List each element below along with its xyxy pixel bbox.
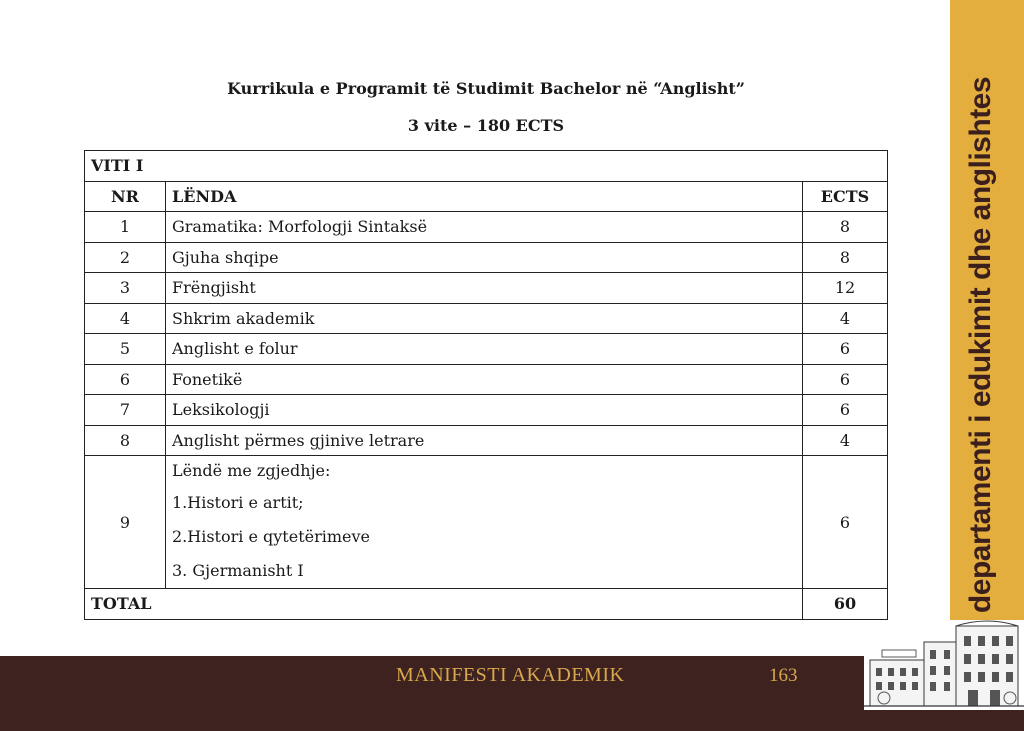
sidebar-text-wrap: [948, 76, 1014, 614]
table-row: [85, 425, 888, 456]
total-row: [85, 589, 888, 620]
department-name: departamenti i edukimit dhe anglishtes: [964, 76, 997, 614]
row-subject: Anglisht përmes gjinive letrare: [166, 425, 803, 456]
elective-nr: 9: [85, 456, 166, 589]
header-subject: LËNDA: [166, 181, 803, 212]
document-title: Kurrikula e Programit të Studimit Bachelor në “Anglisht”: [227, 79, 745, 98]
header-nr: NR: [85, 181, 166, 212]
row-nr: 2: [85, 242, 166, 273]
total-value: 60: [803, 589, 888, 620]
elective-row: [85, 456, 888, 589]
table-row: [85, 395, 888, 426]
elective-line: Lëndë me zgjedhje:: [172, 461, 331, 480]
row-ects: 6: [803, 334, 888, 365]
year-label: VITI I: [85, 151, 888, 182]
row-nr: 3: [85, 273, 166, 304]
row-nr: 6: [85, 364, 166, 395]
row-nr: 7: [85, 395, 166, 426]
row-nr: 5: [85, 334, 166, 365]
year-row: [85, 151, 888, 182]
table-row: [85, 303, 888, 334]
table-row: [85, 273, 888, 304]
row-nr: 4: [85, 303, 166, 334]
footer-title: MANIFESTI AKADEMIK: [396, 664, 625, 686]
row-ects: 8: [803, 212, 888, 243]
row-ects: 4: [803, 303, 888, 334]
row-subject: Gramatika: Morfologji Sintaksë: [166, 212, 803, 243]
table-row: [85, 334, 888, 365]
elective-line: 1.Histori e artit;: [172, 493, 304, 512]
header-ects: ECTS: [803, 181, 888, 212]
elective-line: 3. Gjermanisht I: [172, 561, 304, 580]
document-subtitle: 3 vite – 180 ECTS: [407, 116, 565, 135]
header-row: [85, 181, 888, 212]
elective-subjects: [166, 456, 803, 589]
elective-line: 2.Histori e qytetërimeve: [172, 527, 371, 546]
row-ects: 4: [803, 425, 888, 456]
elective-ects: 6: [803, 456, 888, 589]
row-ects: 8: [803, 242, 888, 273]
table-row: [85, 364, 888, 395]
row-ects: 6: [803, 395, 888, 426]
university-building-icon: [864, 620, 1024, 710]
table-row: [85, 242, 888, 273]
row-ects: 6: [803, 364, 888, 395]
page-number: 163: [769, 665, 798, 686]
row-nr: 1: [85, 212, 166, 243]
row-subject: Leksikologji: [166, 395, 803, 426]
row-subject: Anglisht e folur: [166, 334, 803, 365]
row-subject: Gjuha shqipe: [166, 242, 803, 273]
total-label: TOTAL: [85, 589, 803, 620]
row-nr: 8: [85, 425, 166, 456]
curriculum-table: [84, 150, 888, 620]
table-row: [85, 212, 888, 243]
row-subject: Shkrim akademik: [166, 303, 803, 334]
row-subject: Frëngjisht: [166, 273, 803, 304]
row-subject: Fonetikë: [166, 364, 803, 395]
row-ects: 12: [803, 273, 888, 304]
